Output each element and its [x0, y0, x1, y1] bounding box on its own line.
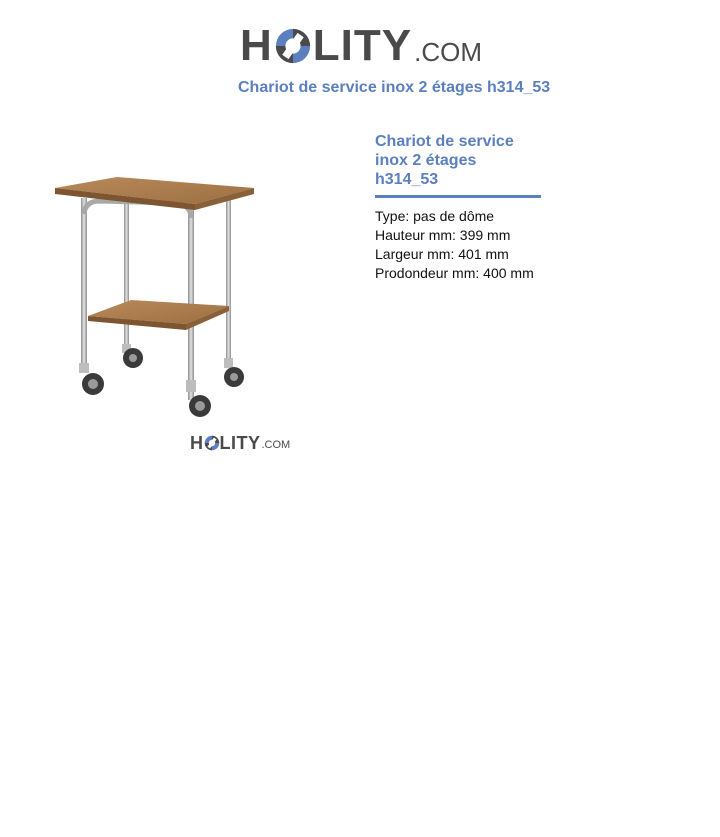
product-info-panel	[375, 132, 545, 283]
logo-o-icon	[204, 435, 220, 451]
title-divider	[375, 195, 541, 198]
spec-depth: Prodondeur mm: 400 mm	[375, 265, 534, 281]
logo-suffix-small: LITY	[219, 433, 261, 453]
logo-wordmark	[240, 21, 413, 70]
spec-type: Type: pas de dôme	[375, 208, 495, 224]
page-title: Chariot de service inox 2 étages h314_53	[238, 79, 551, 96]
logo-prefix: H	[240, 21, 273, 70]
logo-domain-small: .COM	[261, 439, 291, 451]
spec-width: Largeur mm: 401 mm	[375, 246, 509, 262]
service-cart-image	[45, 168, 260, 420]
brand-logo-small	[190, 434, 290, 452]
product-title: Chariot de service inox 2 étages h314_53	[375, 133, 514, 188]
logo-suffix: LITY	[312, 21, 413, 70]
product-specs	[375, 207, 545, 283]
spec-height: Hauteur mm: 399 mm	[375, 227, 511, 243]
brand-logo	[240, 12, 482, 68]
logo-o-icon	[274, 27, 312, 65]
logo-domain: .COM	[414, 37, 482, 67]
logo-wordmark-small	[190, 434, 261, 452]
logo-prefix-small: H	[190, 433, 204, 453]
